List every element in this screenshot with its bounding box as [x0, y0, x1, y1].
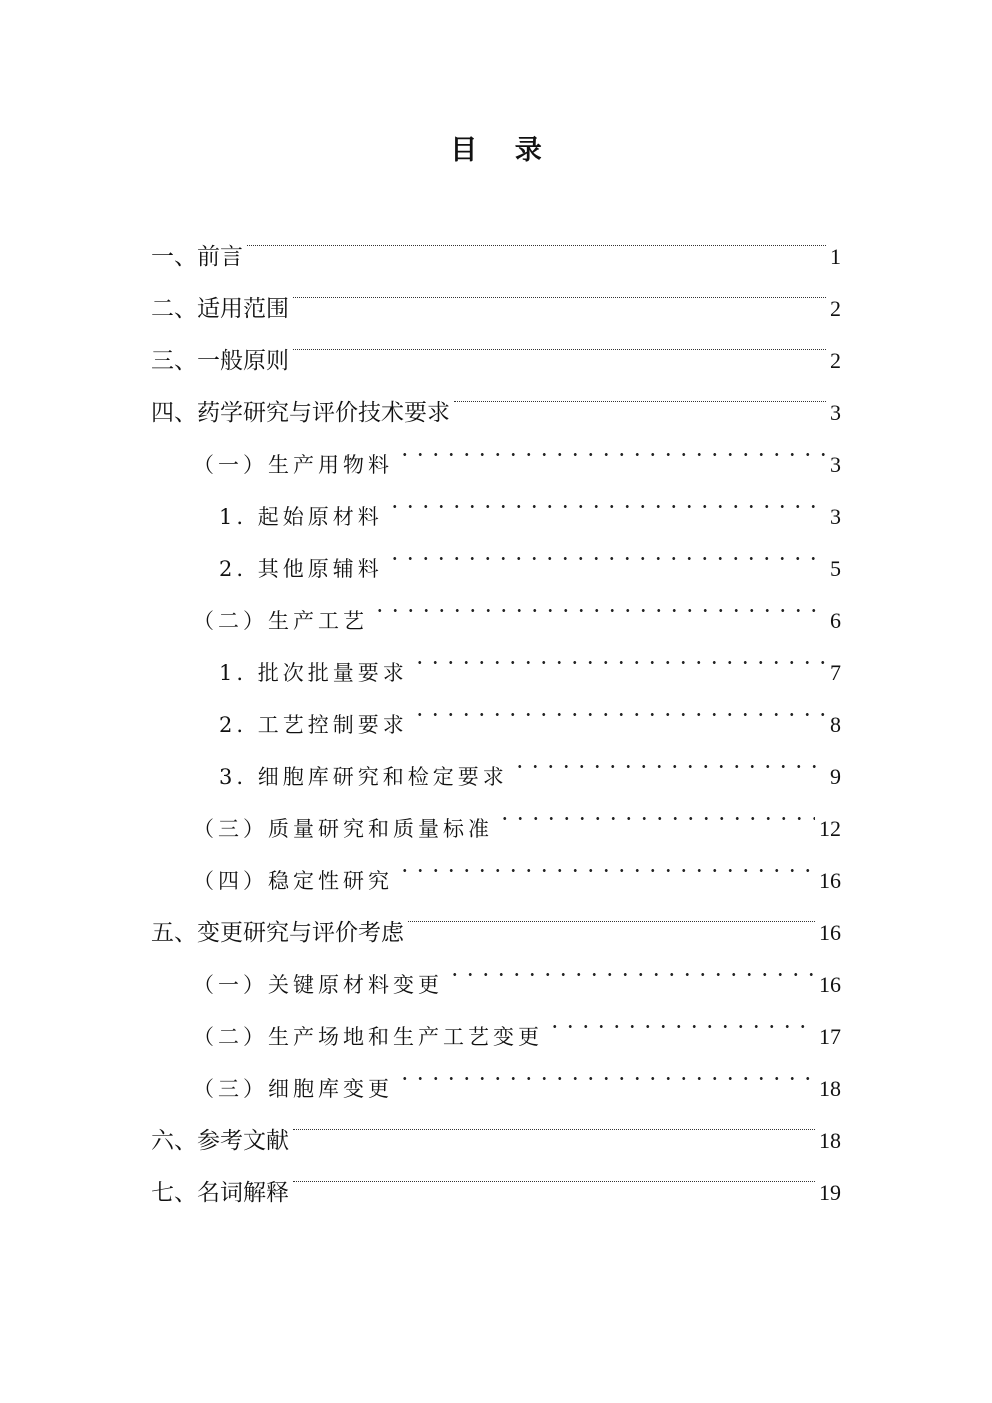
- toc-entry[interactable]: [193, 576, 841, 633]
- toc-page-number: 6: [830, 608, 841, 633]
- toc-page-number: 12: [819, 816, 841, 841]
- toc-page-number: 2: [830, 348, 841, 373]
- toc-leader-dots: [512, 732, 826, 784]
- toc-leader-dots: [408, 888, 815, 940]
- toc-page-number: 3: [830, 452, 841, 477]
- toc-entry[interactable]: [151, 212, 841, 270]
- toc-entry[interactable]: [151, 1096, 841, 1154]
- toc-entry-label: （二）生产场地和生产工艺变更: [193, 1025, 543, 1049]
- toc-leader-dots: [447, 940, 815, 992]
- toc-entry[interactable]: [219, 524, 841, 581]
- toc-entry[interactable]: [193, 836, 841, 893]
- toc-leader-dots: [397, 420, 826, 472]
- toc-page-number: 5: [830, 556, 841, 581]
- toc-entry[interactable]: [151, 264, 841, 322]
- toc-entry[interactable]: [219, 732, 841, 789]
- toc-leader-dots: [293, 264, 826, 316]
- toc-page-number: 3: [830, 504, 841, 529]
- toc-entry-label: （三）细胞库变更: [193, 1077, 393, 1101]
- toc-entry-label: 六、参考文献: [151, 1128, 289, 1154]
- toc-entry-label: 二、适用范围: [151, 296, 289, 322]
- toc-page-number: 16: [819, 972, 841, 997]
- toc-page-number: 8: [830, 712, 841, 737]
- toc-entry[interactable]: [193, 420, 841, 477]
- toc-entry[interactable]: [219, 680, 841, 737]
- toc-page-number: 9: [830, 764, 841, 789]
- toc-leader-dots: [454, 368, 826, 420]
- toc-leader-dots: [497, 784, 815, 836]
- toc-page-number: 2: [830, 296, 841, 321]
- toc-leader-dots: [412, 628, 826, 680]
- toc-leader-dots: [372, 576, 826, 628]
- toc-page-number: 3: [830, 400, 841, 425]
- toc-leader-dots: [397, 1044, 815, 1096]
- toc-leader-dots: [247, 212, 826, 264]
- toc-entry-label: 七、名词解释: [151, 1180, 289, 1206]
- toc-entry-label: （三）质量研究和质量标准: [193, 817, 493, 841]
- toc-entry-label: 1. 起始原材料: [219, 505, 383, 529]
- toc-entry-label: 2. 工艺控制要求: [219, 713, 408, 737]
- page-title: 目 录: [450, 135, 556, 166]
- toc-entry[interactable]: [219, 628, 841, 685]
- toc-entry[interactable]: [219, 472, 841, 529]
- toc-entry[interactable]: [193, 940, 841, 997]
- toc-entry[interactable]: [193, 1044, 841, 1101]
- toc-page-number: 18: [819, 1128, 841, 1153]
- toc-entry-label: 四、药学研究与评价技术要求: [151, 400, 450, 426]
- toc-leader-dots: [547, 992, 815, 1044]
- toc-leader-dots: [293, 1148, 815, 1200]
- toc-entry[interactable]: [193, 784, 841, 841]
- toc-page-number: 1: [830, 244, 841, 269]
- toc-page-number: 7: [830, 660, 841, 685]
- toc-entry-label: 1. 批次批量要求: [219, 661, 408, 685]
- toc-page-number: 16: [819, 868, 841, 893]
- toc-page-number: 18: [819, 1076, 841, 1101]
- toc-leader-dots: [387, 472, 826, 524]
- toc-entry[interactable]: [151, 316, 841, 374]
- toc-entry[interactable]: [151, 888, 841, 946]
- toc-entry-label: 一、前言: [151, 244, 243, 270]
- toc-entry-label: 3. 细胞库研究和检定要求: [219, 765, 508, 789]
- toc-leader-dots: [412, 680, 826, 732]
- toc-leader-dots: [293, 1096, 815, 1148]
- toc-leader-dots: [387, 524, 826, 576]
- toc-leader-dots: [293, 316, 826, 368]
- toc-page-number: 17: [819, 1024, 841, 1049]
- toc-page-number: 16: [819, 920, 841, 945]
- toc-entry-label: 三、一般原则: [151, 348, 289, 374]
- toc-leader-dots: [397, 836, 815, 888]
- toc-entry-label: （一）关键原材料变更: [193, 973, 443, 997]
- toc-entry[interactable]: [151, 1148, 841, 1206]
- toc-entry[interactable]: [193, 992, 841, 1049]
- toc-entry-label: （一）生产用物料: [193, 453, 393, 477]
- toc-entry-label: （二）生产工艺: [193, 609, 368, 633]
- toc-entry[interactable]: [151, 368, 841, 426]
- toc-entry-label: 2. 其他原辅料: [219, 557, 383, 581]
- toc-page-number: 19: [819, 1180, 841, 1205]
- toc-entry-label: 五、变更研究与评价考虑: [151, 920, 404, 946]
- toc-entry-label: （四）稳定性研究: [193, 869, 393, 893]
